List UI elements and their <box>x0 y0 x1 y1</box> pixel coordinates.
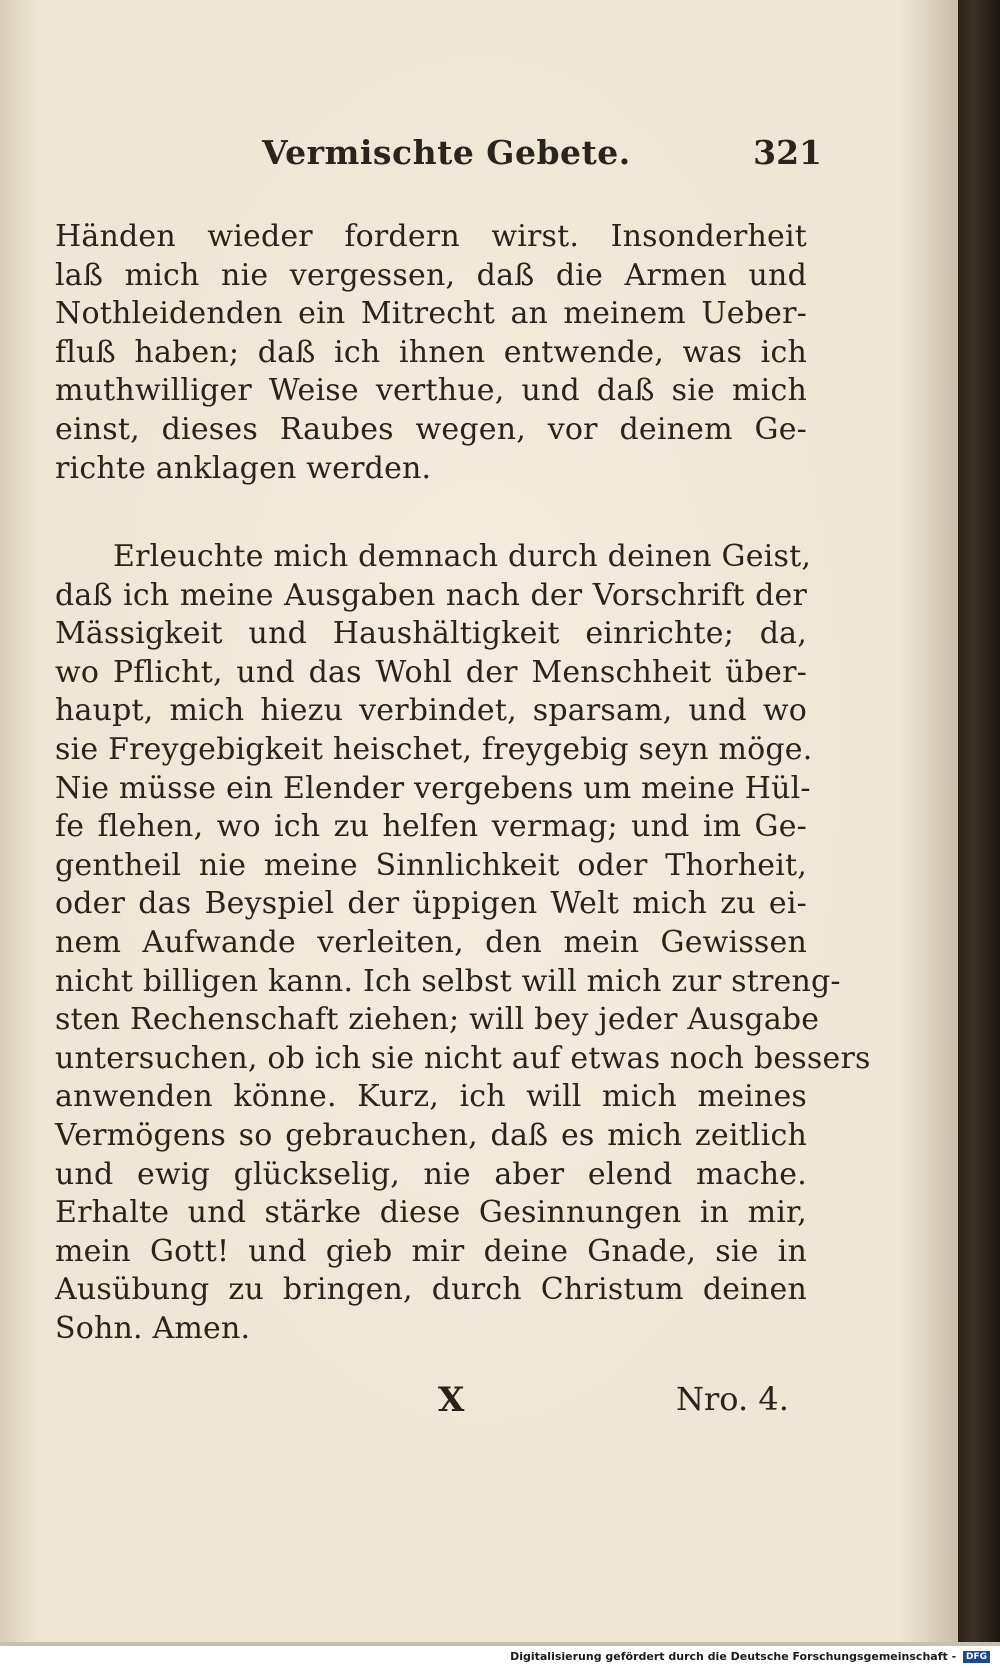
catchword: Nro. 4. <box>676 1380 789 1418</box>
running-title: Vermischte Gebete. <box>262 133 631 172</box>
text-line: Nothleidenden ein Mitrecht an meinem Ueber- <box>55 296 807 332</box>
dfg-logo: DFG <box>963 1651 990 1663</box>
text-line: einst, dieses Raubes wegen, vor deinem Ge- <box>55 411 807 447</box>
text-line: fe flehen, wo ich zu helfen vermag; und im Ge- <box>55 809 807 845</box>
text-line: Erhalte und stärke diese Gesinnungen in mir, <box>55 1195 807 1231</box>
text-line: Mässigkeit und Haushältigkeit einrichte; da, <box>55 616 807 652</box>
page-header <box>262 133 822 183</box>
text-line: mein Gott! und gieb mir deine Gnade, sie in <box>55 1233 807 1269</box>
text-line: anwenden könne. Kurz, ich will mich meines <box>55 1079 807 1115</box>
funding-note-text: Digitalisierung gefördert durch die Deutsche Forschungsgemeinschaft - <box>510 1650 957 1663</box>
page-number: 321 <box>753 133 822 172</box>
text-line: sten Rechenschaft ziehen; will bey jeder Ausgabe <box>55 1002 820 1038</box>
text-line: Nie müsse ein Elender vergebens um meine Hül- <box>55 770 811 806</box>
signature-mark: X <box>438 1380 465 1420</box>
text-line: daß ich meine Ausgaben nach der Vorschrift der <box>55 577 807 613</box>
text-line: wo Pflicht, und das Wohl der Menschheit über- <box>55 654 807 690</box>
text-line: Händen wieder fordern wirst. Insonderheit <box>55 219 807 254</box>
text-line: untersuchen, ob ich sie nicht auf etwas noch bessers <box>55 1040 871 1076</box>
funding-note <box>510 1650 990 1663</box>
text-line: und ewig glückselig, nie aber elend mache. <box>55 1156 807 1192</box>
text-line: richte anklagen werden. <box>55 450 432 486</box>
text-line: nem Aufwande verleiten, den mein Gewissen <box>55 924 807 960</box>
text-line: oder das Beyspiel der üppigen Welt mich zu ei- <box>55 886 807 922</box>
text-line: sie Freygebigkeit heischet, freygebig seyn möge. <box>55 731 813 767</box>
text-line: laß mich nie vergessen, daß die Armen und <box>55 257 807 293</box>
page-bottom-border <box>0 1642 1000 1646</box>
paragraph-2 <box>55 538 871 1348</box>
book-edge-shadow <box>958 0 1000 1642</box>
text-line: Sohn. Amen. <box>55 1310 251 1346</box>
text-line: Vermögens so gebrauchen, daß es mich zeitlich <box>55 1117 807 1153</box>
paragraph-1 <box>55 218 807 488</box>
text-line: nicht billigen kann. Ich selbst will mich zur streng- <box>55 963 841 999</box>
text-line: Erleuchte mich demnach durch deinen Geist, <box>113 539 812 574</box>
text-line: Ausübung zu bringen, durch Christum deinen <box>55 1272 807 1308</box>
text-line: muthwilliger Weise verthue, und daß sie mich <box>55 373 807 409</box>
text-line: fluß haben; daß ich ihnen entwende, was ich <box>55 334 807 370</box>
text-line: gentheil nie meine Sinnlichkeit oder Thorheit, <box>55 847 807 883</box>
text-line: haupt, mich hiezu verbindet, sparsam, und wo <box>55 693 807 729</box>
